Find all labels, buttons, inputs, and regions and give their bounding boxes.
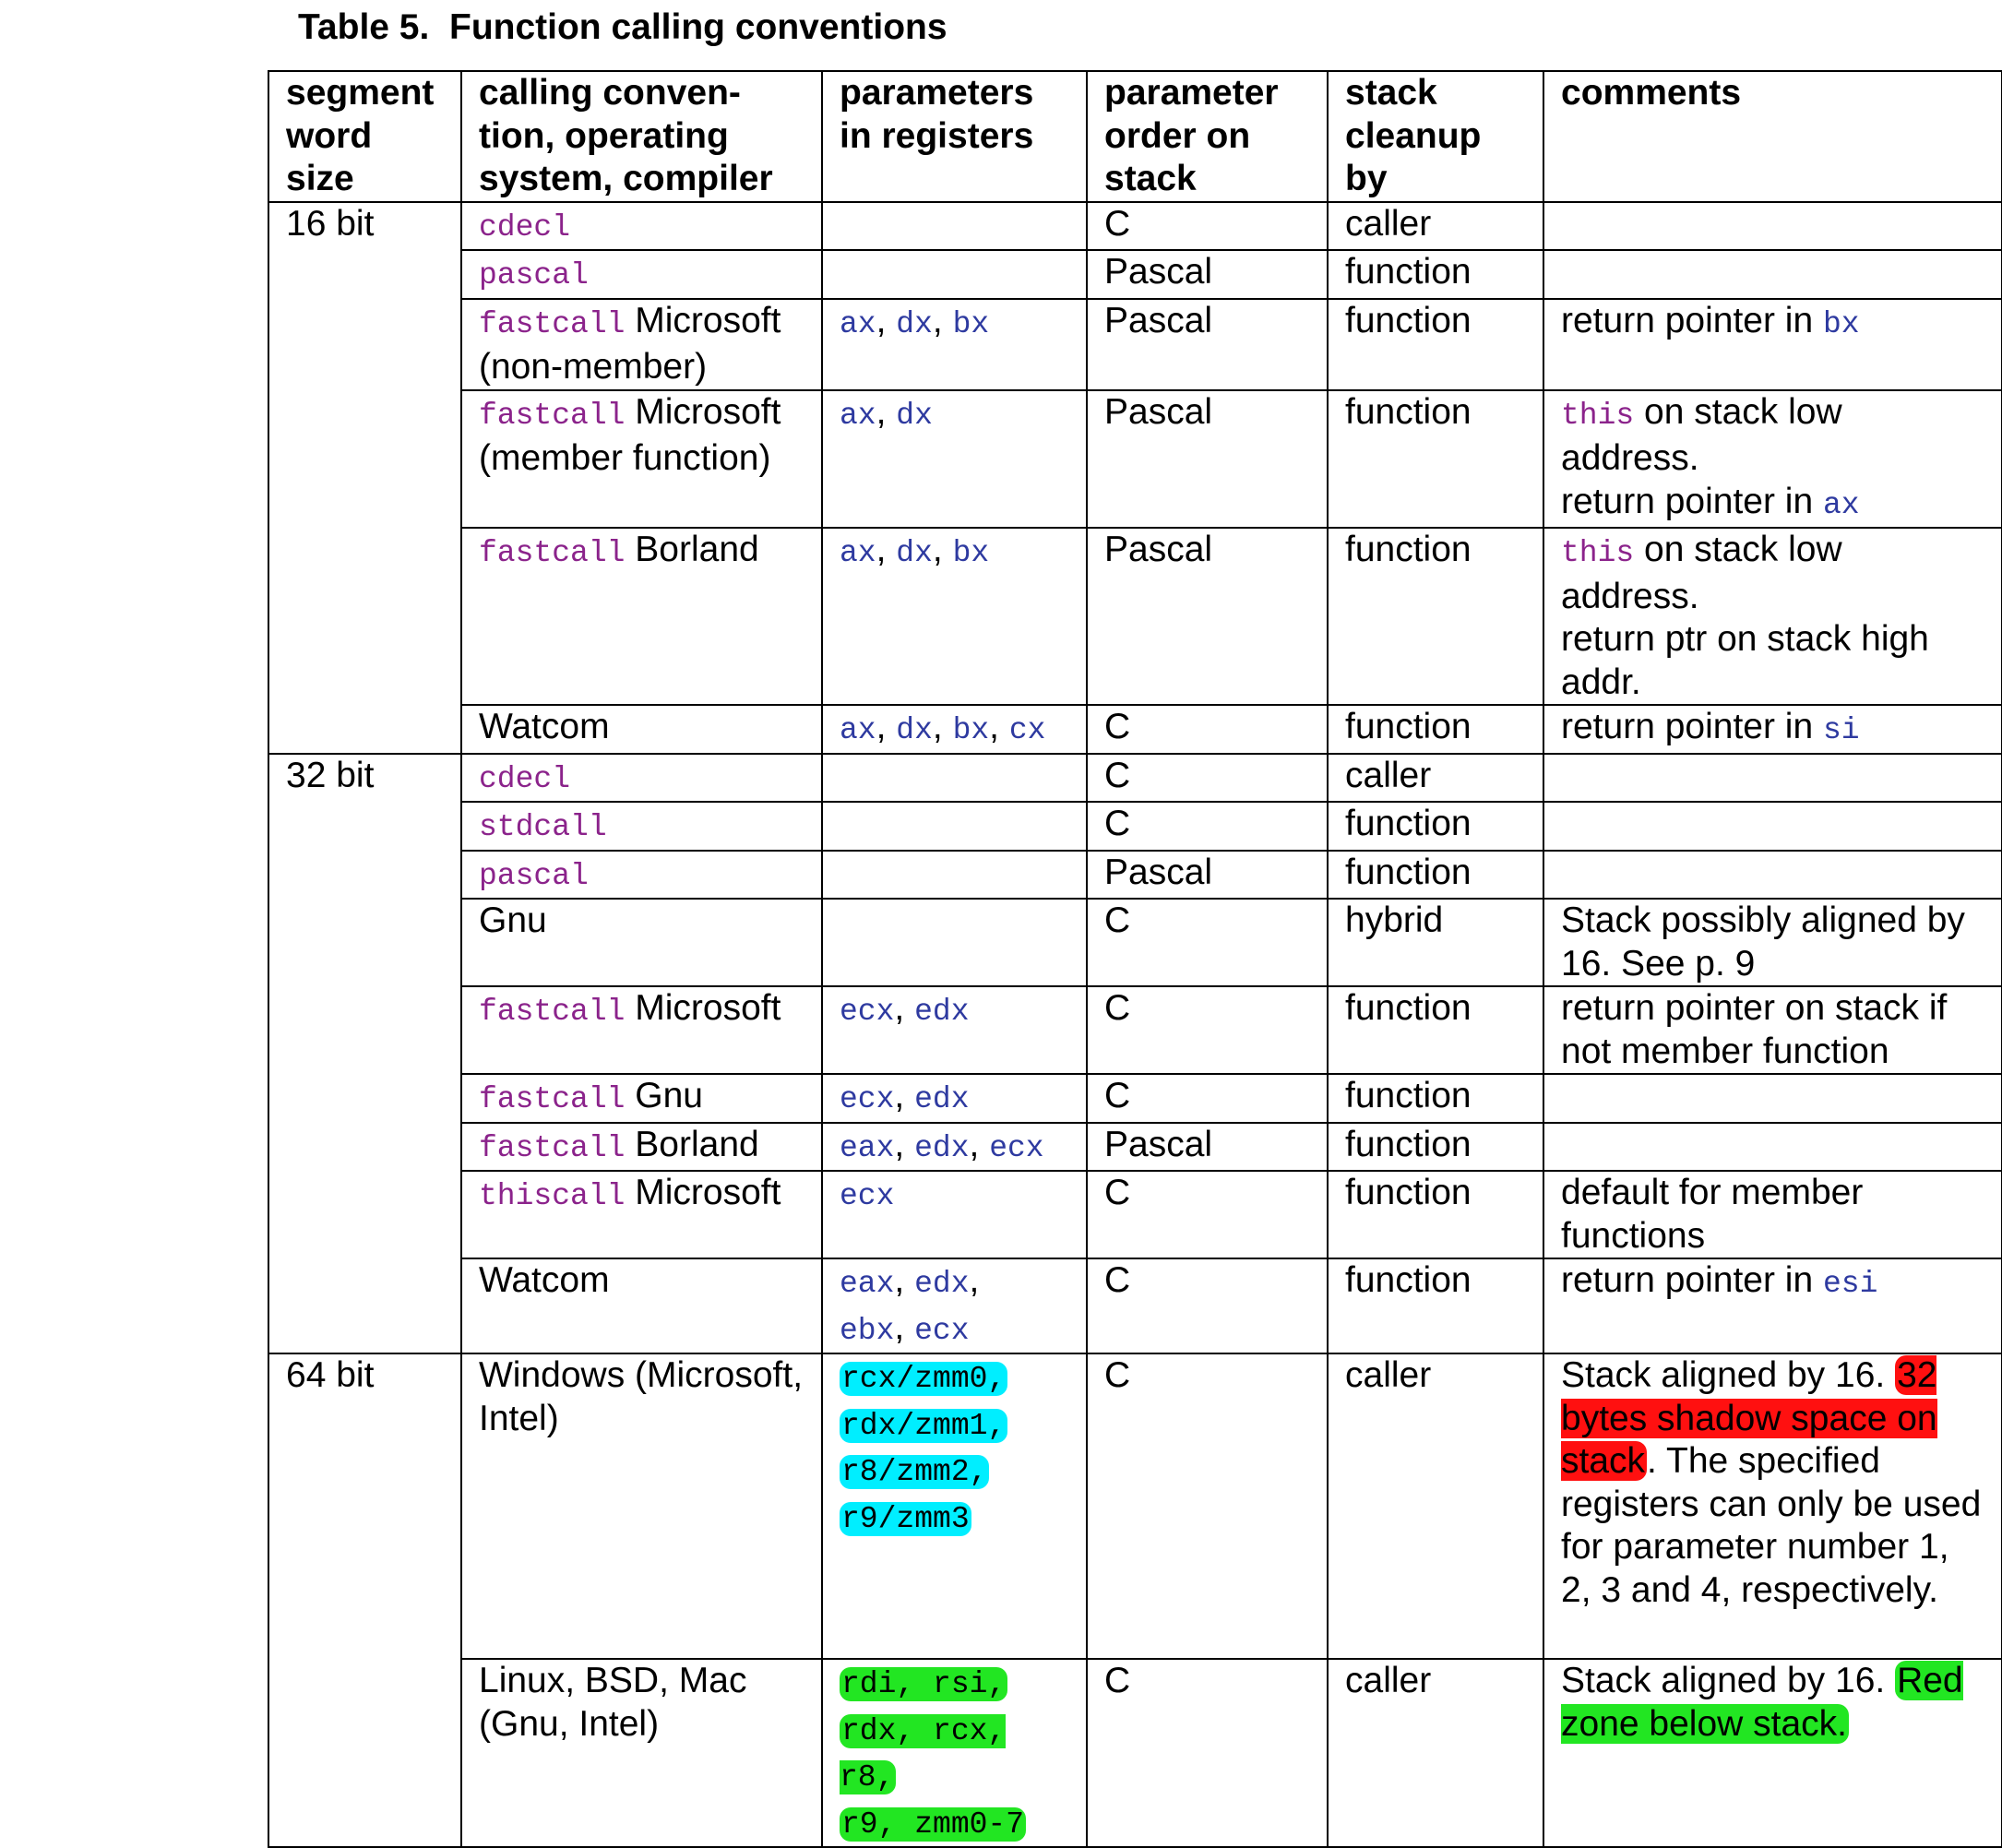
highlighted-text: rdx, rcx, r8, <box>840 1713 1007 1794</box>
order-cell: Pascal <box>1087 250 1328 299</box>
table-row <box>268 528 2002 705</box>
convention-cell <box>461 802 822 851</box>
comments-cell <box>1543 299 2002 390</box>
order-cell: C <box>1087 1074 1328 1123</box>
cleanup-cell: function <box>1328 1123 1543 1172</box>
text-run: Microsoft <box>625 988 781 1028</box>
cleanup-cell: function <box>1328 390 1543 529</box>
text-run: return pointer on stack if not member function <box>1561 988 1948 1071</box>
register-text: ecx <box>989 1130 1044 1165</box>
convention-cell <box>461 528 822 705</box>
comments-cell <box>1543 1171 2002 1258</box>
highlighted-text: r8/zmm2, <box>841 1455 988 1489</box>
order-cell: C <box>1087 705 1328 754</box>
register-text: eax <box>840 1130 895 1165</box>
register-text: ecx <box>840 1179 895 1213</box>
comments-cell <box>1543 1659 2002 1847</box>
text-run: return pointer in <box>1561 481 1823 521</box>
cleanup-cell: function <box>1328 299 1543 390</box>
registers-cell <box>822 1074 1087 1123</box>
order-cell: Pascal <box>1087 299 1328 390</box>
text-run: Gnu <box>479 900 547 940</box>
convention-cell <box>461 1258 822 1353</box>
registers-cell <box>822 202 1087 251</box>
text-run: , <box>894 988 915 1028</box>
comments-cell <box>1543 754 2002 803</box>
table-row <box>268 1258 2002 1353</box>
comments-cell <box>1543 705 2002 754</box>
table-row <box>268 1659 2002 1847</box>
calling-conventions-table <box>268 70 2002 1848</box>
comments-cell <box>1543 528 2002 705</box>
keyword-text: this <box>1561 536 1635 570</box>
order-cell: C <box>1087 1171 1328 1258</box>
order-cell: Pascal <box>1087 851 1328 900</box>
convention-cell <box>461 1659 822 1847</box>
register-text: ecx <box>840 1082 895 1116</box>
comments-cell <box>1543 1074 2002 1123</box>
order-cell: C <box>1087 202 1328 251</box>
segment-size-cell: 16 bit <box>268 202 461 754</box>
register-text: bx <box>1823 306 1860 341</box>
cleanup-cell: caller <box>1328 754 1543 803</box>
text-run: , <box>894 1076 915 1115</box>
cleanup-cell: function <box>1328 1171 1543 1258</box>
header-calling-convention: calling conven-tion, operating system, compiler <box>461 71 822 202</box>
table-body <box>268 202 2002 1848</box>
text-run: . The specified registers can only be used for parameter number 1, 2, 3 and 4, respectively. <box>1561 1441 1982 1610</box>
register-text: ax <box>1823 487 1860 522</box>
comments-cell <box>1543 250 2002 299</box>
segment-size-cell: 64 bit <box>268 1353 461 1847</box>
order-cell: C <box>1087 1659 1328 1847</box>
text-run: , <box>969 1260 980 1300</box>
comments-cell <box>1543 986 2002 1074</box>
order-cell: Pascal <box>1087 390 1328 529</box>
order-cell: C <box>1087 1258 1328 1353</box>
text-run: , <box>932 707 953 746</box>
keyword-text: pascal <box>479 858 589 893</box>
order-cell: Pascal <box>1087 1123 1328 1172</box>
text-run: , <box>989 707 1009 746</box>
table-row <box>268 1123 2002 1172</box>
register-text: cx <box>1008 713 1046 747</box>
highlighted-text: 32 bytes shadow space on stack <box>1561 1355 1937 1481</box>
convention-cell <box>461 899 822 986</box>
register-text: si <box>1823 713 1860 747</box>
keyword-text: this <box>1561 398 1635 433</box>
registers-cell <box>822 1258 1087 1353</box>
text-run: , <box>876 300 897 340</box>
table-row <box>268 899 2002 986</box>
text-run: Stack possibly aligned by 16. See p. 9 <box>1561 900 1965 984</box>
text-run: Watcom <box>479 1260 610 1300</box>
order-cell: C <box>1087 802 1328 851</box>
keyword-text: fastcall <box>479 1130 626 1165</box>
highlighted-text: Red zone below stack. <box>1561 1661 1963 1744</box>
register-text: bx <box>952 306 990 341</box>
keyword-text: fastcall <box>479 1082 626 1116</box>
highlighted-text: rdi, rsi, <box>841 1667 1007 1701</box>
convention-cell <box>461 1074 822 1123</box>
convention-cell <box>461 705 822 754</box>
table-row <box>268 705 2002 754</box>
text-run: on stack low address. <box>1561 391 1842 478</box>
convention-cell <box>461 299 822 390</box>
text-run: Microsoft (member function) <box>479 391 781 478</box>
register-text: dx <box>896 306 933 341</box>
registers-cell <box>822 899 1087 986</box>
register-text: bx <box>952 713 990 747</box>
cleanup-cell: hybrid <box>1328 899 1543 986</box>
order-cell: C <box>1087 899 1328 986</box>
cleanup-cell: function <box>1328 528 1543 705</box>
text-run: Microsoft (non-member) <box>479 300 781 387</box>
comments-cell <box>1543 390 2002 529</box>
cleanup-cell: caller <box>1328 1659 1543 1847</box>
comments-cell <box>1543 1258 2002 1353</box>
cleanup-cell: function <box>1328 705 1543 754</box>
register-text: ebx <box>840 1313 895 1348</box>
highlighted-text: rdx/zmm1, <box>841 1408 1007 1443</box>
convention-cell <box>461 1171 822 1258</box>
register-text: edx <box>914 995 970 1029</box>
registers-cell <box>822 1171 1087 1258</box>
register-text: ax <box>840 398 876 433</box>
register-text: ax <box>840 306 876 341</box>
keyword-text: fastcall <box>479 536 626 570</box>
table-row <box>268 986 2002 1074</box>
text-run: Linux, BSD, Mac (Gnu, Intel) <box>479 1661 747 1744</box>
convention-cell <box>461 1353 822 1659</box>
text-run: , <box>969 1124 990 1164</box>
registers-cell <box>822 986 1087 1074</box>
registers-cell <box>822 851 1087 900</box>
order-cell: C <box>1087 1353 1328 1659</box>
order-cell: C <box>1087 754 1328 803</box>
highlighted-text: r9, zmm0-7 <box>841 1806 1025 1842</box>
registers-cell <box>822 299 1087 390</box>
keyword-text: fastcall <box>479 306 626 341</box>
text-run: Windows (Microsoft, Intel) <box>479 1355 804 1438</box>
comments-cell <box>1543 1123 2002 1172</box>
text-run: , <box>894 1260 915 1300</box>
register-text: ecx <box>914 1313 970 1348</box>
text-run: Stack aligned by 16. <box>1561 1661 1896 1700</box>
order-cell: Pascal <box>1087 528 1328 705</box>
keyword-text: fastcall <box>479 398 626 433</box>
register-text: ax <box>840 713 876 747</box>
convention-cell <box>461 202 822 251</box>
text-run: , <box>876 391 897 432</box>
register-text: ax <box>840 536 876 570</box>
register-text: edx <box>914 1082 970 1116</box>
text-run: Stack aligned by 16. <box>1561 1355 1896 1395</box>
registers-cell <box>822 250 1087 299</box>
header-row <box>268 71 2002 202</box>
register-text: dx <box>896 536 933 570</box>
text-run: , <box>894 1306 915 1347</box>
registers-cell <box>822 754 1087 803</box>
table-row <box>268 754 2002 803</box>
text-run: , <box>932 300 953 340</box>
comments-cell <box>1543 851 2002 900</box>
text-run: on stack low address. <box>1561 530 1842 616</box>
table-row <box>268 851 2002 900</box>
highlighted-text: rcx/zmm0, <box>841 1362 1007 1396</box>
registers-cell <box>822 528 1087 705</box>
keyword-text: stdcall <box>479 810 607 844</box>
cleanup-cell: caller <box>1328 1353 1543 1659</box>
registers-cell <box>822 802 1087 851</box>
convention-cell <box>461 851 822 900</box>
text-run: Microsoft <box>625 1173 781 1212</box>
table-row <box>268 299 2002 390</box>
text-run: Watcom <box>479 707 610 746</box>
text-run: , <box>876 530 897 569</box>
register-text: edx <box>914 1130 970 1165</box>
table-row <box>268 390 2002 529</box>
keyword-text: fastcall <box>479 995 626 1029</box>
register-text: ecx <box>840 995 895 1029</box>
header-parameter-order: parameter order on stack <box>1087 71 1328 202</box>
header-comments: comments <box>1543 71 2002 202</box>
text-run: , <box>932 530 953 569</box>
registers-cell <box>822 390 1087 529</box>
keyword-text: cdecl <box>479 761 571 796</box>
comments-cell <box>1543 899 2002 986</box>
cleanup-cell: caller <box>1328 202 1543 251</box>
cleanup-cell: function <box>1328 986 1543 1074</box>
cleanup-cell: function <box>1328 1258 1543 1353</box>
highlighted-text: r9/zmm3 <box>841 1501 970 1536</box>
header-segment-word-size: segment word size <box>268 71 461 202</box>
table-row <box>268 1171 2002 1258</box>
text-run: , <box>876 707 897 746</box>
text-run: Borland <box>625 530 759 569</box>
segment-size-cell: 32 bit <box>268 754 461 1354</box>
cleanup-cell: function <box>1328 1074 1543 1123</box>
table-row <box>268 1074 2002 1123</box>
registers-cell <box>822 1353 1087 1659</box>
registers-cell <box>822 705 1087 754</box>
keyword-text: thiscall <box>479 1179 626 1213</box>
cleanup-cell: function <box>1328 250 1543 299</box>
header-parameters-in-registers: parameters in registers <box>822 71 1087 202</box>
text-run: return pointer in <box>1561 300 1823 340</box>
text-run: default for member functions <box>1561 1173 1864 1256</box>
comments-cell <box>1543 202 2002 251</box>
convention-cell <box>461 986 822 1074</box>
convention-cell <box>461 250 822 299</box>
table-row <box>268 250 2002 299</box>
cleanup-cell: function <box>1328 802 1543 851</box>
comments-cell <box>1543 802 2002 851</box>
register-text: eax <box>840 1267 895 1301</box>
table-caption: Table 5. Function calling conventions <box>298 7 947 47</box>
keyword-text: pascal <box>479 258 589 292</box>
registers-cell <box>822 1123 1087 1172</box>
order-cell: C <box>1087 986 1328 1074</box>
text-run: return pointer in <box>1561 1260 1823 1300</box>
convention-cell <box>461 390 822 529</box>
register-text: esi <box>1823 1267 1878 1301</box>
text-run: , <box>894 1124 915 1164</box>
text-run: Borland <box>625 1124 759 1164</box>
text-run: Gnu <box>625 1076 703 1115</box>
text-run: return pointer in <box>1561 707 1823 746</box>
register-text: dx <box>896 713 933 747</box>
registers-cell <box>822 1659 1087 1847</box>
keyword-text: cdecl <box>479 209 571 244</box>
cleanup-cell: function <box>1328 851 1543 900</box>
table-row <box>268 802 2002 851</box>
header-stack-cleanup: stack cleanup by <box>1328 71 1543 202</box>
register-text: dx <box>896 398 933 433</box>
table-row <box>268 1353 2002 1659</box>
convention-cell <box>461 754 822 803</box>
table-row <box>268 202 2002 251</box>
text-run: return ptr on stack high addr. <box>1561 619 1929 702</box>
comments-cell <box>1543 1353 2002 1659</box>
register-text: bx <box>952 536 990 570</box>
convention-cell <box>461 1123 822 1172</box>
register-text: edx <box>914 1267 970 1301</box>
